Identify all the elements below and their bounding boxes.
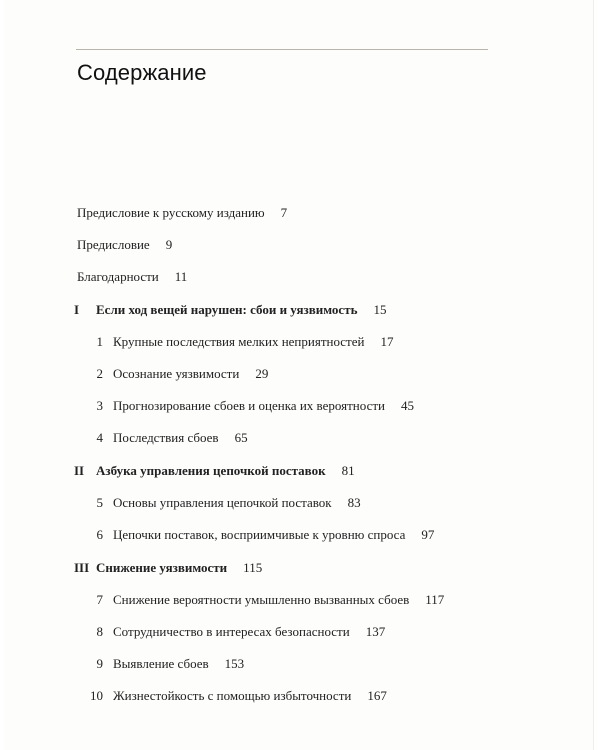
toc-page-number: 83: [347, 495, 361, 510]
toc-chapter-label: Осознание уязвимости 29: [113, 366, 269, 381]
toc-page-number: 117: [425, 592, 445, 607]
toc-part-label: Азбука управления цепочкой поставок 81: [96, 463, 355, 478]
toc-page-number: 7: [280, 205, 288, 220]
toc-entry-label: Предисловие 9: [77, 237, 173, 252]
toc-part-label: Снижение уязвимости 115: [96, 560, 263, 575]
toc-page-number: 17: [380, 334, 394, 349]
toc-part-numeral: II: [74, 463, 85, 478]
toc-chapter-number: 6: [96, 527, 103, 542]
toc-page-number: 153: [224, 656, 245, 671]
toc-chapter-number: 9: [96, 656, 103, 671]
toc-chapter-label: Снижение вероятности умышленно вызванных сбоев 117: [113, 592, 445, 607]
toc-chapter-number: 4: [96, 430, 103, 445]
toc-chapter-label: Выявление сбоев 153: [113, 656, 245, 671]
toc-chapter-label: Крупные последствия мелких неприятностей 17: [113, 334, 394, 349]
toc-chapter-number: 1: [96, 334, 103, 349]
toc-chapter-number: 8: [96, 624, 103, 639]
toc-part-label: Если ход вещей нарушен: сбои и уязвимость 15: [96, 302, 387, 317]
toc-chapter-label: Последствия сбоев 65: [113, 430, 248, 445]
toc-chapter-number: 7: [96, 592, 103, 607]
toc-page-number: 137: [365, 624, 386, 639]
toc-page-number: 65: [234, 430, 248, 445]
toc-entry-label: Благодарности 11: [77, 269, 188, 284]
toc-chapter-label: Сотрудничество в интересах безопасности 137: [113, 624, 386, 639]
toc-page-number: 11: [174, 269, 188, 284]
top-rule: [76, 49, 488, 50]
book-page: [4, 0, 594, 750]
toc-page-number: 97: [421, 527, 435, 542]
toc-page-number: 167: [367, 688, 387, 703]
toc-page-number: 9: [165, 237, 173, 252]
toc-page-number: 81: [341, 463, 355, 478]
toc-chapter-number: 10: [90, 688, 103, 703]
toc-chapter-label: Жизнестойкость с помощью избыточности 167: [113, 688, 387, 703]
toc-page-number: 29: [255, 366, 269, 381]
toc-chapter-number: 3: [96, 398, 103, 413]
toc-part-numeral: III: [74, 560, 90, 575]
toc-chapter-number: 2: [96, 366, 103, 381]
toc-chapter-number: 5: [96, 495, 103, 510]
toc-page-number: 15: [373, 302, 387, 317]
toc-chapter-label: Цепочки поставок, восприимчивые к уровню спроса 97: [113, 527, 435, 542]
toc-part-numeral: I: [74, 302, 80, 317]
toc-chapter-label: Прогнозирование сбоев и оценка их вероятности 45: [113, 398, 414, 413]
toc-page-number: 115: [243, 560, 263, 575]
toc-chapter-label: Основы управления цепочкой поставок 83: [113, 495, 361, 510]
toc-entry-label: Предисловие к русскому изданию 7: [77, 205, 288, 220]
toc-page-number: 45: [400, 398, 414, 413]
page-title: Содержание: [77, 60, 207, 85]
